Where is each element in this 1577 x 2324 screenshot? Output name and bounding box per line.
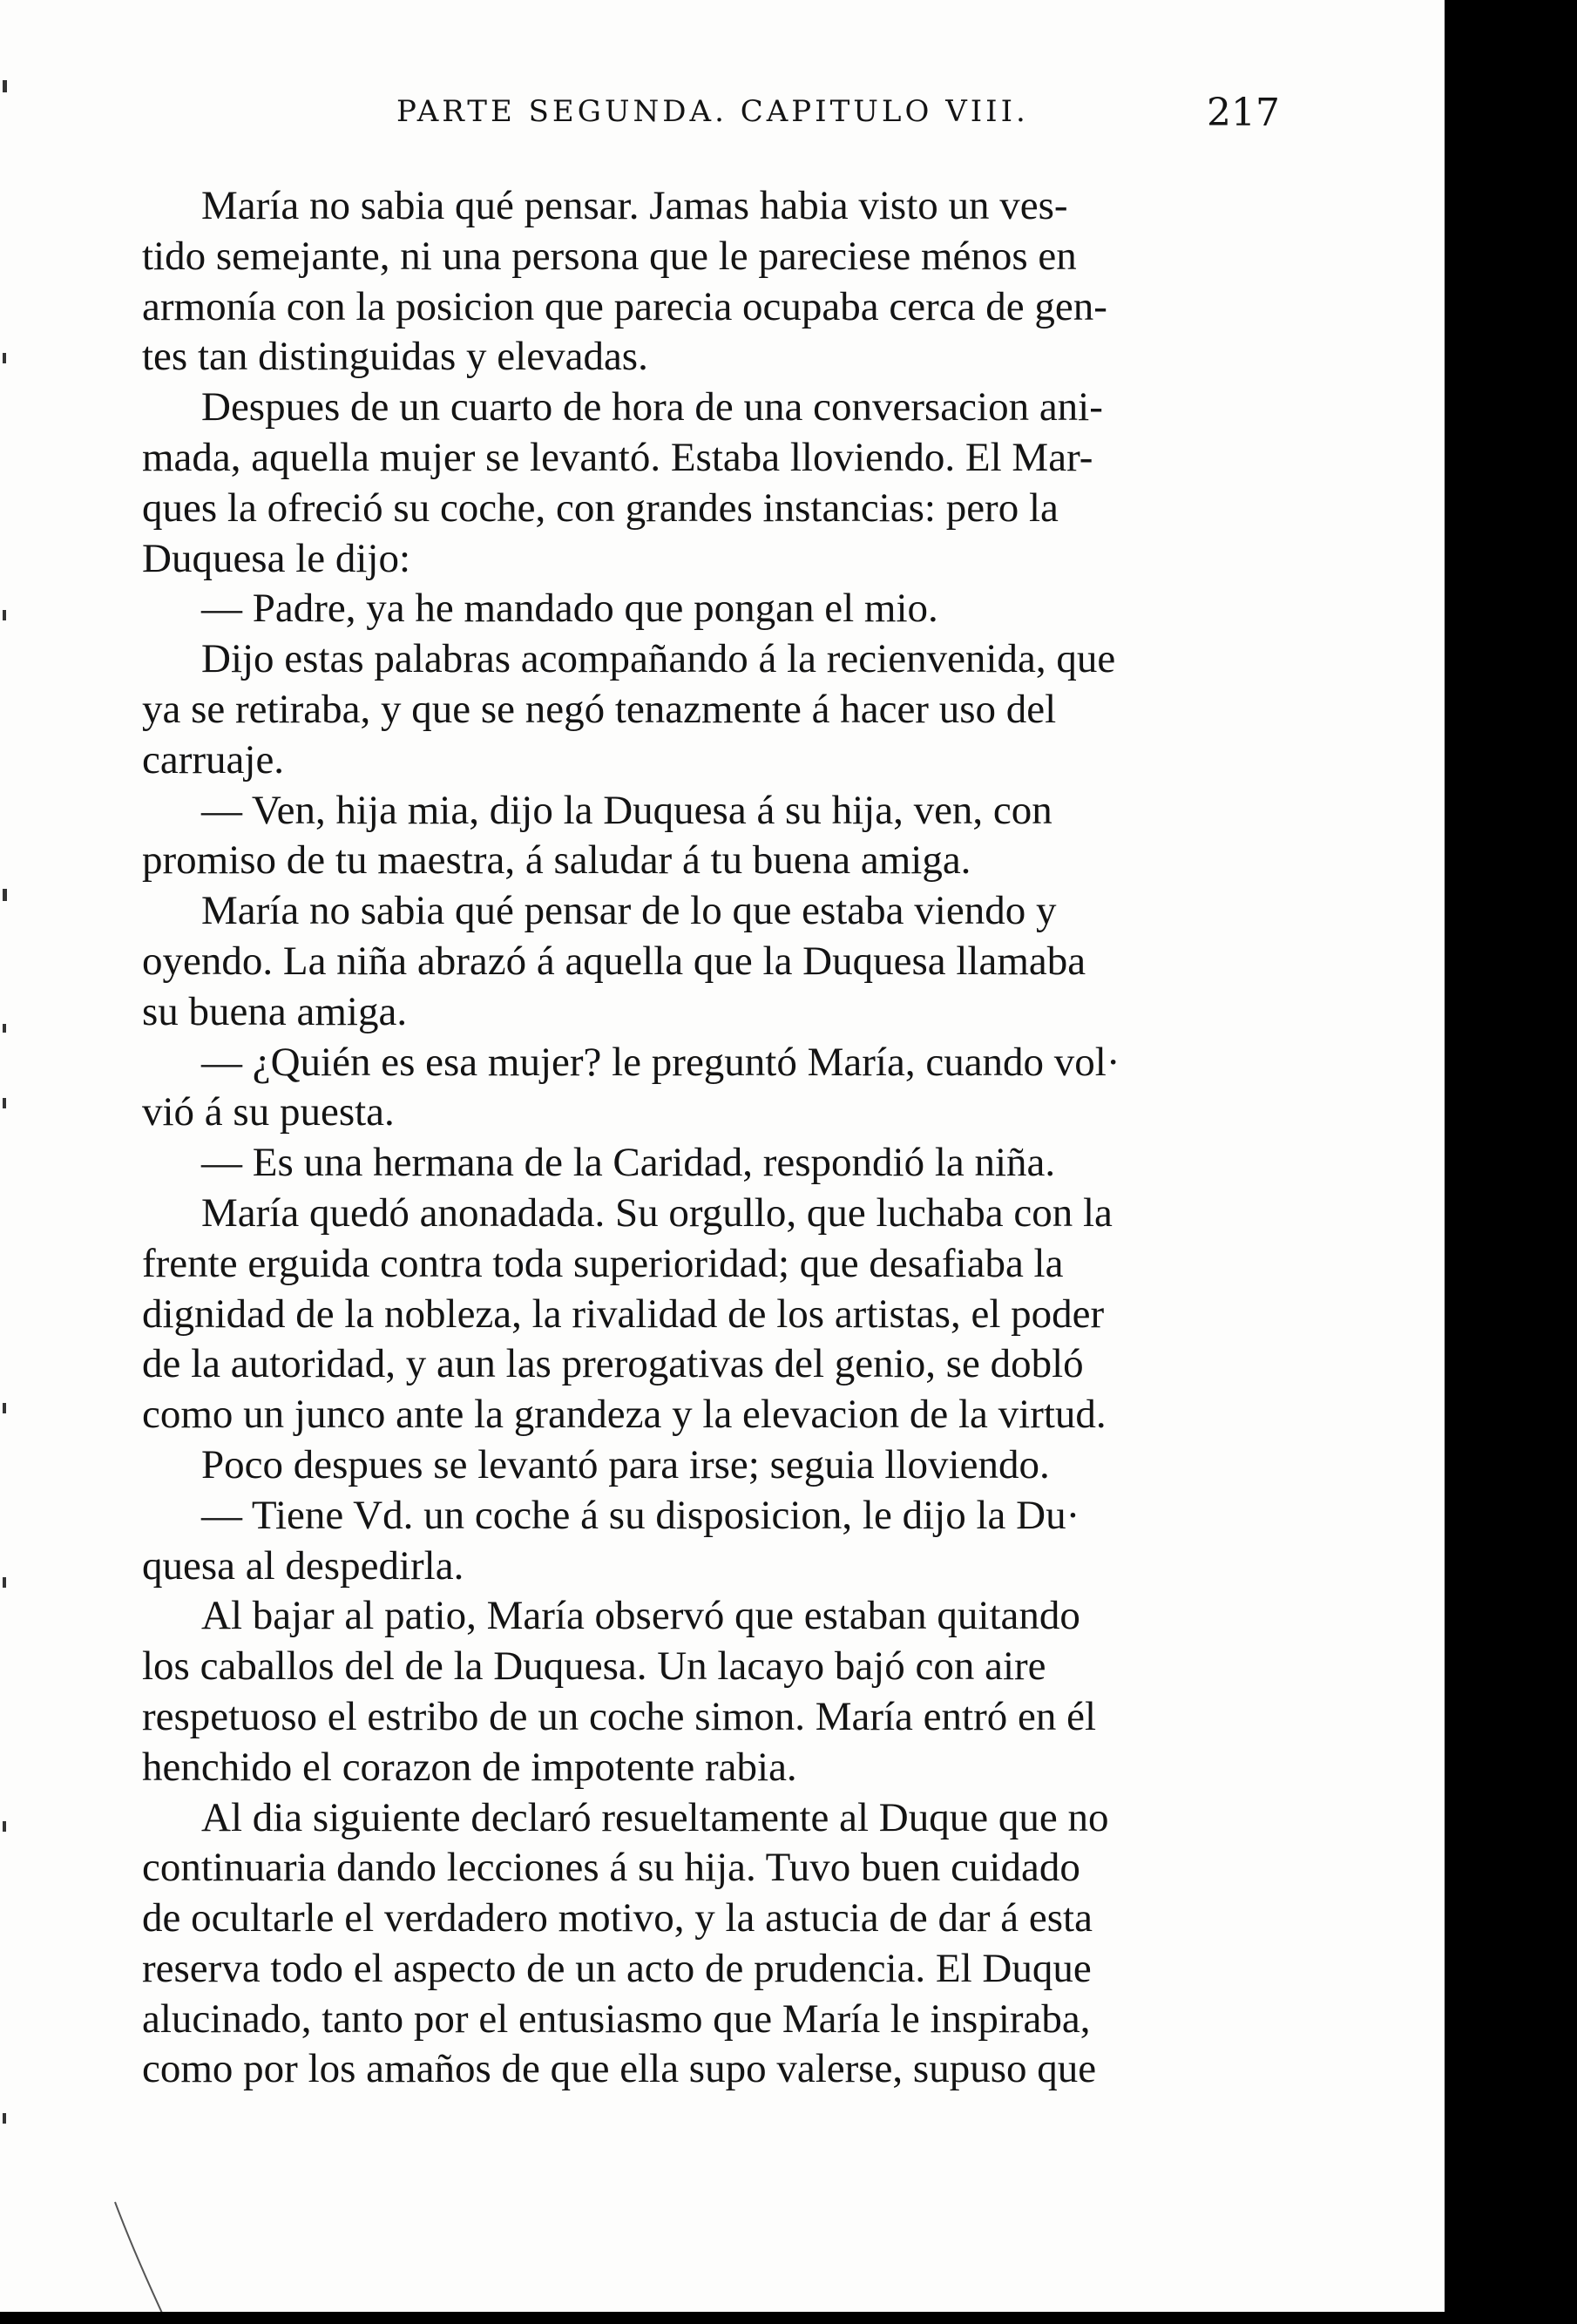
paragraph-6: María no sabia qué pensar de lo que estaba viendo y oyendo. La niña abrazó á aquella que la Duquesa llamaba su buena amiga. bbox=[142, 888, 1086, 1034]
margin-speck bbox=[3, 1821, 6, 1832]
page-number: 217 bbox=[1207, 91, 1280, 135]
paragraph-4: Dijo estas palabras acompañando á la recienvenida, que ya se retiraba, y que se negó tenazmente á hacer uso del carruaje. bbox=[142, 636, 1116, 783]
paragraph-10: Poco despues se levantó para irse; seguia lloviendo. bbox=[201, 1441, 1050, 1487]
margin-speck bbox=[3, 1403, 6, 1413]
paragraph-3: — Padre, ya he mandado que pongan el mio. bbox=[201, 586, 938, 632]
paragraph-11: — Tiene Vd. un coche á su disposicion, le dijo la Du· quesa al despedirla. bbox=[142, 1492, 1080, 1589]
margin-speck bbox=[3, 610, 6, 620]
scan-border-right bbox=[1445, 0, 1577, 2324]
running-header: PARTE SEGUNDA. CAPITULO VIII. bbox=[396, 94, 1029, 129]
text-block bbox=[142, 181, 1266, 2095]
scan-border-bottom bbox=[0, 2312, 1577, 2324]
paragraph-12: Al bajar al patio, María observó que estaban quitando los caballos del de la Duquesa. Un lacayo bajó con aire respetuoso el estribo de un coche simon. María entró en él henchido el corazon de impotente rabia. bbox=[142, 1593, 1097, 1790]
paragraph-2: Despues de un cuarto de hora de una conversacion ani- mada, aquella mujer se levantó. Estaba lloviendo. El Mar- ques la ofreció su coche, con grandes instancias: pero la Duquesa le dijo: bbox=[142, 384, 1103, 581]
margin-speck bbox=[3, 1577, 6, 1588]
margin-speck bbox=[3, 1024, 6, 1033]
corner-crease-line bbox=[113, 2200, 183, 2322]
margin-speck bbox=[3, 80, 7, 92]
paragraph-13: Al dia siguiente declaró resueltamente al Duque que no continuaria dando lecciones á su hija. Tuvo buen cuidado de ocultarle el verdadero motivo, y la astucia de dar á esta reserva todo el aspecto de un acto de prudencia. El Duque alucinado, tanto por el entusiasmo que María le inspiraba, como por los amaños de que ella supo valerse, supuso que bbox=[142, 1794, 1109, 2092]
margin-speck bbox=[3, 889, 7, 901]
paragraph-1: María no sabia qué pensar. Jamas habia visto un ves- tido semejante, ni una persona que le pareciese ménos en armonía con la posicion que parecia ocupaba cerca de gen- tes tan distinguidas y elevadas. bbox=[142, 183, 1107, 380]
paragraph-8: — Es una hermana de la Caridad, respondió la niña. bbox=[201, 1140, 1056, 1186]
margin-speck bbox=[3, 1098, 6, 1108]
paragraph-9: María quedó anonadada. Su orgullo, que luchaba con la frente erguida contra toda superioridad; que desafiaba la dignidad de la nobleza, la rivalidad de los artistas, el poder de la autoridad, y aun las prerogativas del genio, se dobló como un junco ante la grandeza y la elevacion de la virtud. bbox=[142, 1189, 1113, 1438]
paragraph-7: — ¿Quién es esa mujer? le preguntó María, cuando vol· vió á su puesta. bbox=[142, 1039, 1120, 1135]
margin-speck bbox=[3, 353, 6, 363]
margin-speck bbox=[3, 2113, 6, 2124]
paragraph-5: — Ven, hija mia, dijo la Duquesa á su hija, ven, con promiso de tu maestra, á saludar á tu buena amiga. bbox=[142, 787, 1052, 884]
